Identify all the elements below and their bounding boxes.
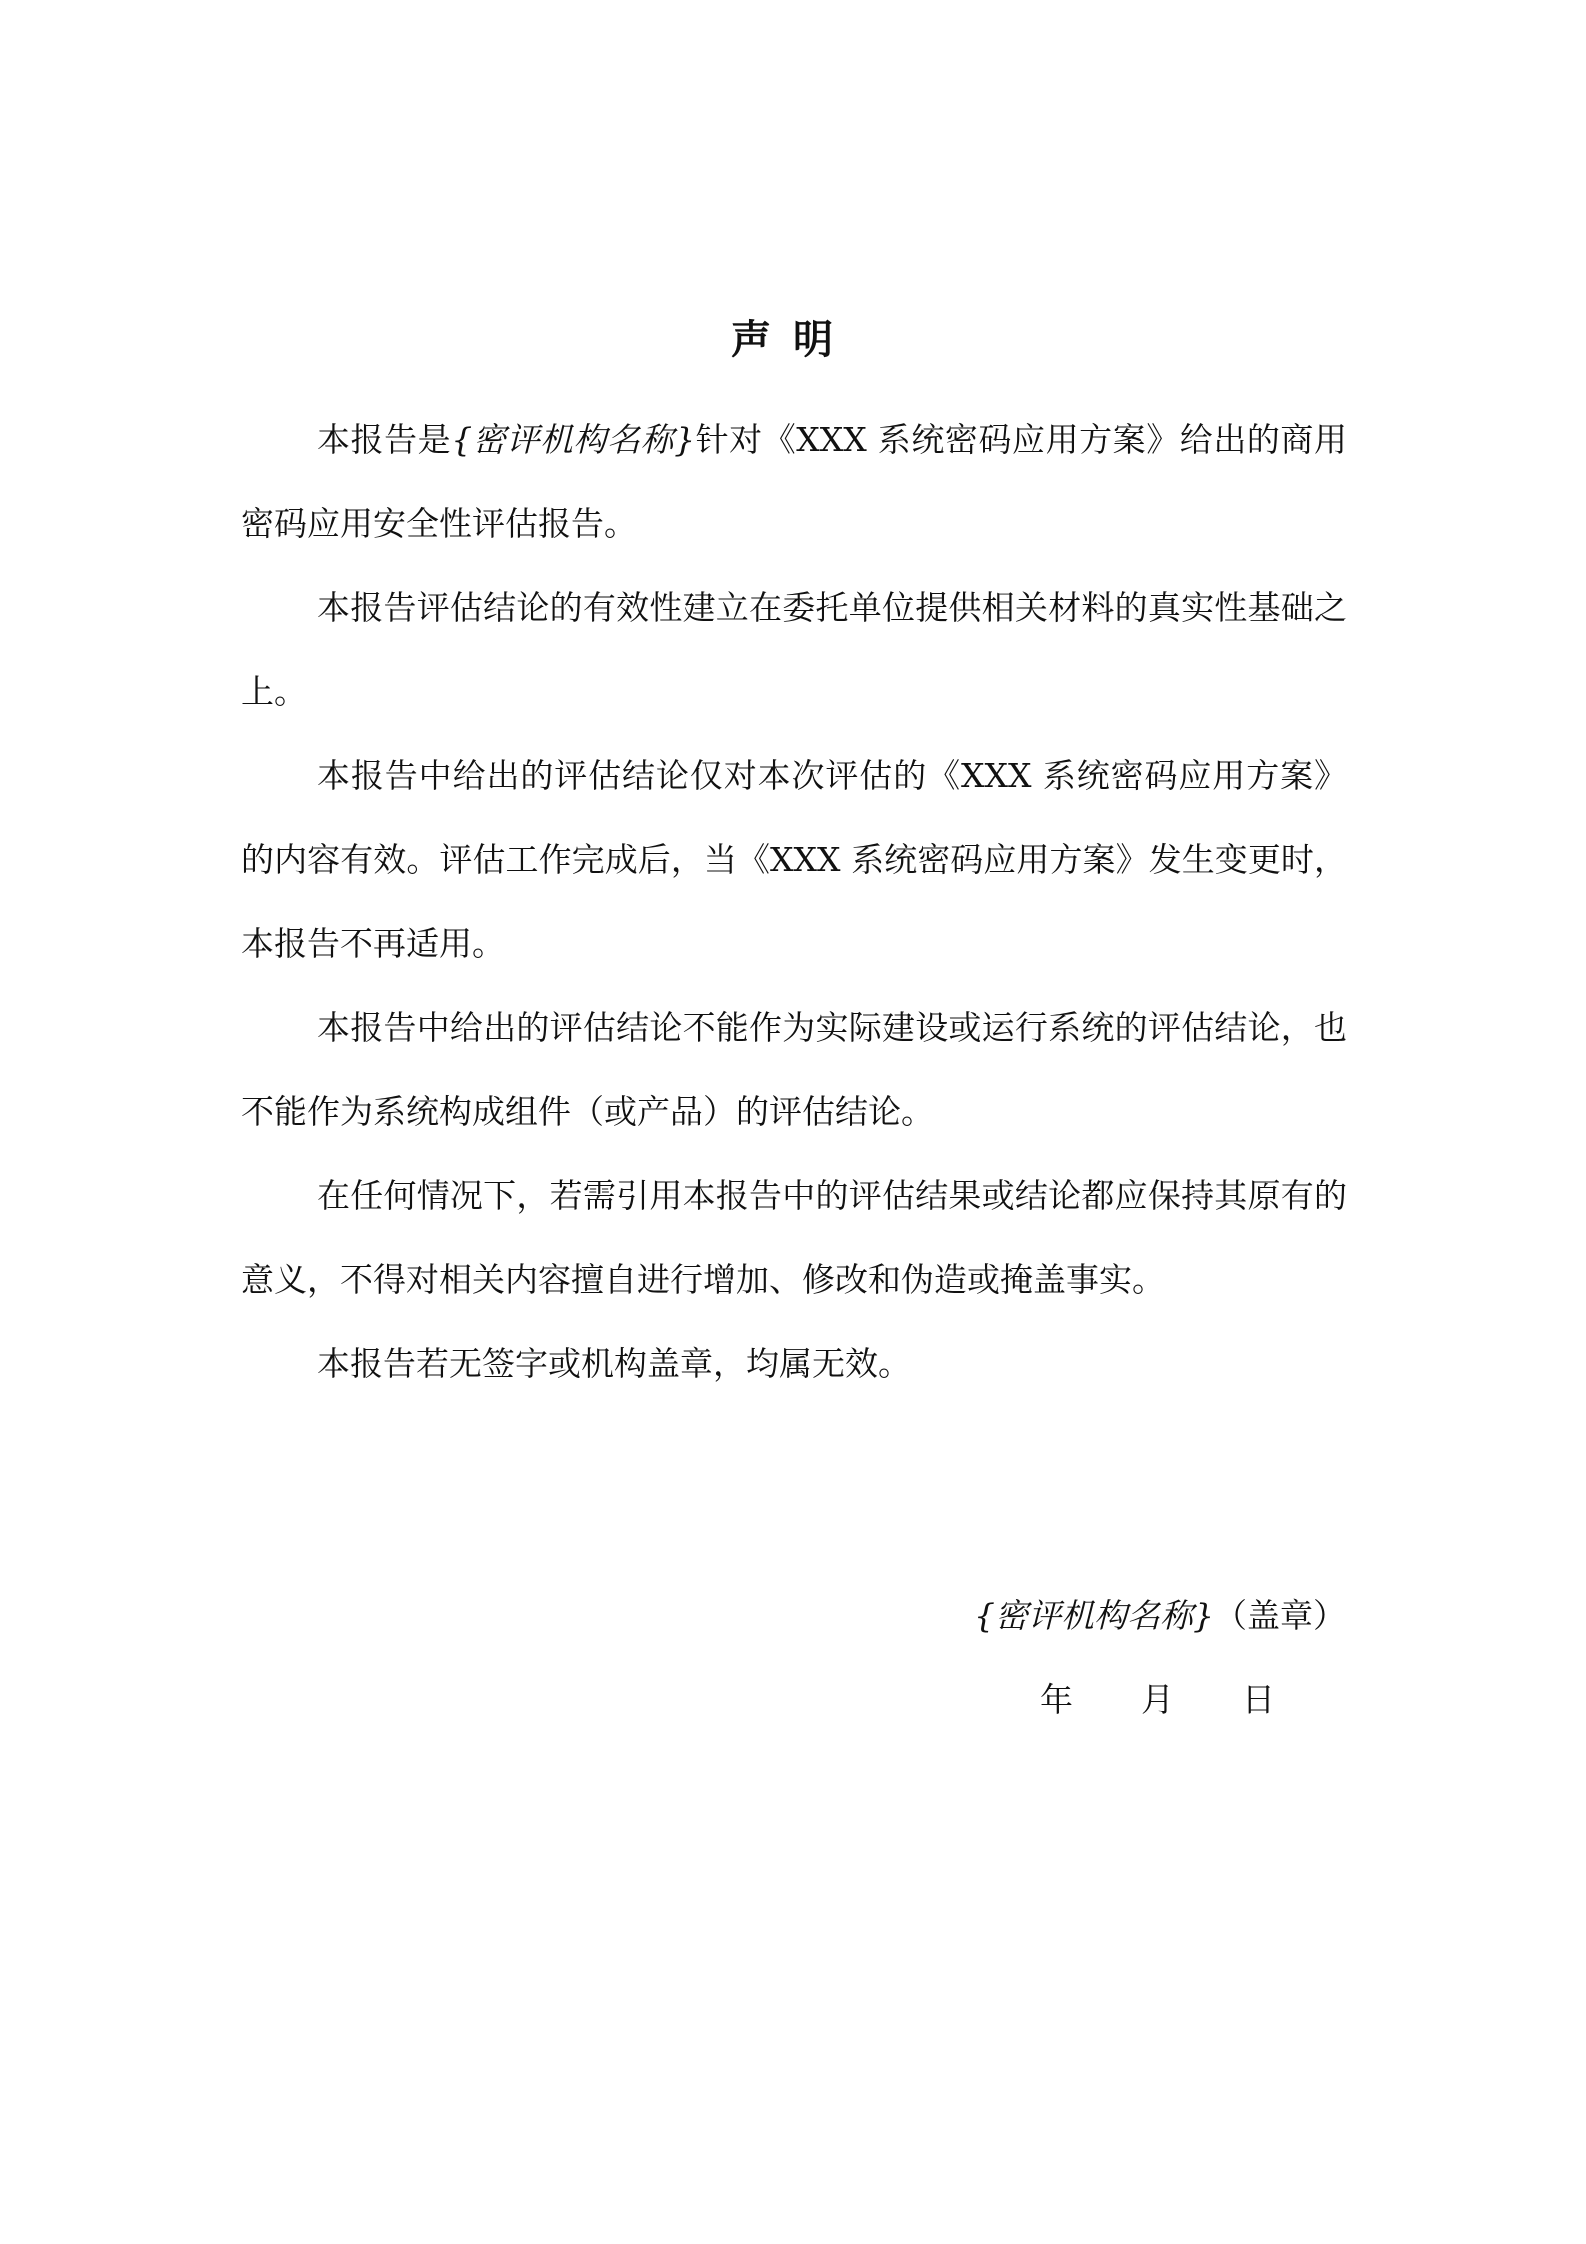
- signature-org-placeholder: {密评机构名称}: [974, 1596, 1214, 1635]
- paragraph-3: 本报告中给出的评估结论仅对本次评估的《XXX 系统密码应用方案》的内容有效。评估工作完成后，当《XXX 系统密码应用方案》发生变更时，本报告不再适用。: [241, 756, 1347, 963]
- date-line: [1040, 1658, 1275, 1742]
- paragraph-4: 本报告中给出的评估结论不能作为实际建设或运行系统的评估结论，也不能作为系统构成组件（或产品）的评估结论。: [241, 1008, 1347, 1131]
- document-title: 声明: [731, 317, 855, 363]
- signature-line: [0, 1574, 1346, 1658]
- declaration-body: [241, 398, 1347, 1406]
- paragraph-5: 在任何情况下，若需引用本报告中的评估结果或结论都应保持其原有的意义，不得对相关内容擅自进行增加、修改和伪造或掩盖事实。: [241, 1176, 1347, 1299]
- paragraph-6: 本报告若无签字或机构盖章，均属无效。: [317, 1344, 911, 1383]
- seal-note: （盖章）: [1214, 1596, 1346, 1635]
- date-day-label: 日: [1242, 1680, 1275, 1719]
- org-name-placeholder: {密评机构名称}: [451, 420, 696, 459]
- paragraph-2: 本报告评估结论的有效性建立在委托单位提供相关材料的真实性基础之上。: [241, 588, 1347, 711]
- paragraph-1: [241, 398, 1347, 566]
- date-year-label: 年: [1040, 1680, 1073, 1719]
- paragraph-1-lead: 本报告是: [317, 420, 452, 459]
- date-month-label: 月: [1141, 1680, 1174, 1719]
- paragraph-1-rest: 针对《XXX 系统密码应用方案》给出的商用密码应用安全性评估报告。: [241, 420, 1347, 543]
- signature-block: [0, 1574, 1346, 1658]
